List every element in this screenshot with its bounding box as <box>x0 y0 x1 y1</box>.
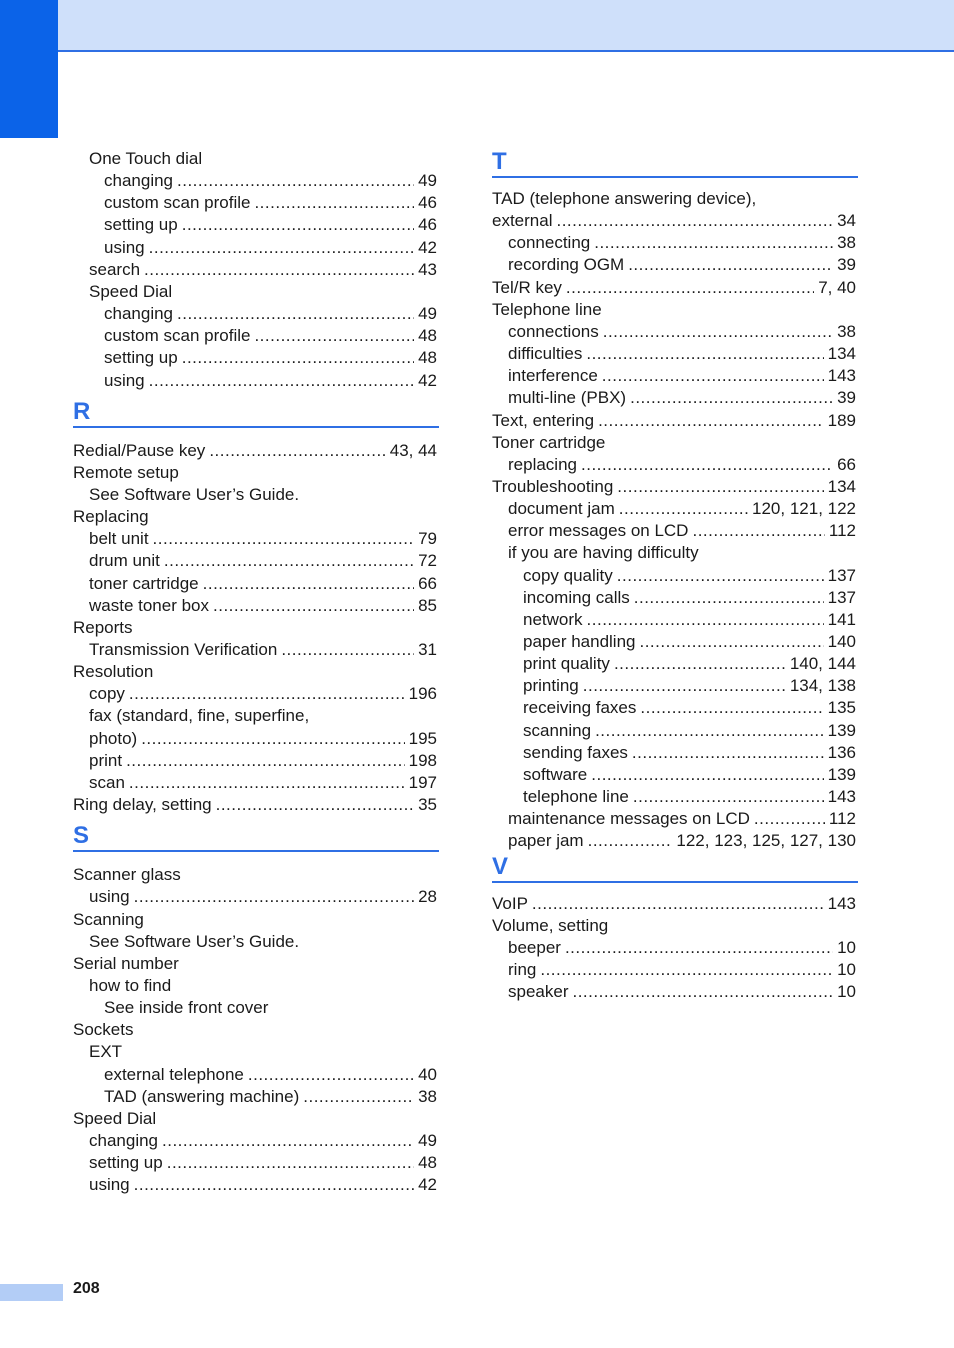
index-entry-page: 137 <box>827 565 856 585</box>
index-entry-page: 122, 123, 125, 127, 130 <box>676 831 856 851</box>
index-entry-label: One Touch dial <box>89 149 203 168</box>
index-entry <box>492 232 856 254</box>
index-entry <box>73 148 437 170</box>
index-entry-page: 48 <box>418 1153 437 1173</box>
index-entry-label: custom scan profile <box>104 193 251 213</box>
index-entry-page: 43, 44 <box>389 440 437 460</box>
dot-leader <box>134 1174 414 1196</box>
index-entry-label: scan <box>89 772 125 792</box>
index-entry <box>73 440 437 462</box>
index-entry-label: changing <box>104 304 174 324</box>
header-band <box>0 0 954 52</box>
index-entry-label: multi-line (PBX) <box>508 388 627 408</box>
index-entry <box>73 997 437 1019</box>
index-entry-page: 38 <box>837 233 856 253</box>
index-entry-label: connections <box>508 321 599 341</box>
index-entry <box>73 886 437 908</box>
index-entry <box>73 281 437 303</box>
index-entry-label: Telephone line <box>492 299 602 319</box>
index-entry-label: See Software User’s Guide. <box>89 484 300 504</box>
index-entry-label: interference <box>508 366 598 386</box>
index-entry <box>73 909 437 931</box>
index-entry <box>492 365 856 387</box>
chapter-tab <box>0 0 58 138</box>
index-entry <box>492 893 856 915</box>
dot-leader <box>153 528 415 550</box>
index-entry <box>492 959 856 981</box>
index-entry-page: 66 <box>837 454 856 474</box>
dot-leader <box>162 1130 414 1152</box>
index-entry <box>492 520 856 542</box>
index-entry <box>73 506 437 528</box>
index-entry-label: document jam <box>508 499 615 519</box>
dot-leader <box>303 1086 414 1108</box>
index-entry <box>492 808 856 830</box>
index-entry <box>73 617 437 639</box>
index-entry-label: toner cartridge <box>89 573 199 593</box>
section-letter: R <box>73 397 91 425</box>
index-entry-label: Replacing <box>73 507 149 527</box>
page-number: 208 <box>73 1280 100 1297</box>
dot-leader <box>149 237 414 259</box>
index-entry <box>492 254 856 276</box>
index-entry <box>492 387 856 409</box>
index-entry-label: Tel/R key <box>492 277 562 297</box>
index-entry-page: 134, 138 <box>789 676 856 696</box>
index-entry <box>73 1152 437 1174</box>
index-entry-label: difficulties <box>508 344 583 364</box>
index-entry <box>73 484 437 506</box>
index-entry-label: Remote setup <box>73 462 179 482</box>
index-entry-page: 72 <box>418 551 437 571</box>
index-entry-page: 195 <box>408 728 437 748</box>
index-entry-label: Scanning <box>73 909 144 929</box>
index-entry-label: belt unit <box>89 529 149 549</box>
index-entry-label: TAD (telephone answering device), <box>492 189 757 208</box>
index-entry <box>73 237 437 259</box>
index-entry-label: telephone line <box>523 787 629 807</box>
index-entry-label: recording OGM <box>508 255 625 275</box>
index-entry <box>492 343 856 365</box>
dot-leader <box>141 728 404 750</box>
index-entry <box>492 299 856 321</box>
index-entry-page: 196 <box>408 684 437 704</box>
dot-leader <box>633 786 824 808</box>
index-entry-page: 134 <box>827 344 856 364</box>
index-entry-label: external telephone <box>104 1064 244 1084</box>
index-entry-label: See Software User’s Guide. <box>89 931 300 951</box>
section-rule <box>73 850 439 852</box>
dot-leader <box>182 347 414 369</box>
index-entry-page: 10 <box>837 959 856 979</box>
dot-leader <box>692 520 824 542</box>
index-entry <box>492 786 856 808</box>
index-entry <box>492 432 856 454</box>
index-entry-page: 38 <box>837 321 856 341</box>
index-entry <box>73 705 437 727</box>
index-entry <box>73 683 437 705</box>
dot-leader <box>632 742 824 764</box>
index-entry-label: incoming calls <box>523 587 630 607</box>
index-entry <box>73 1064 437 1086</box>
index-entry-label: maintenance messages on LCD <box>508 809 750 829</box>
index-entry-page: 140 <box>827 632 856 651</box>
index-entry-label: drum unit <box>89 551 160 571</box>
dot-leader <box>540 959 833 981</box>
index-entry <box>73 728 437 750</box>
dot-leader <box>566 277 814 299</box>
index-entry-label: if you are having difficulty <box>508 543 699 563</box>
index-entry <box>73 1130 437 1152</box>
index-entry <box>73 462 437 484</box>
index-entry-label: photo) <box>89 728 138 748</box>
index-entry <box>492 653 856 675</box>
index-entry-label: Reports <box>73 617 133 637</box>
dot-leader <box>598 410 824 432</box>
index-entry-label: setting up <box>104 348 178 368</box>
dot-leader <box>254 192 414 214</box>
dot-leader <box>586 343 823 365</box>
index-entry-page: 42 <box>418 1175 437 1195</box>
dot-leader <box>129 683 405 705</box>
index-entry-label: Serial number <box>73 953 179 973</box>
index-entry <box>73 528 437 550</box>
index-entry-page: 85 <box>418 595 437 615</box>
dot-leader <box>581 454 833 476</box>
index-entry-page: 42 <box>418 370 437 390</box>
dot-leader <box>213 595 414 617</box>
index-entry-page: 42 <box>418 237 437 257</box>
index-entry <box>492 981 856 1003</box>
index-entry-label: printing <box>523 676 579 696</box>
dot-leader <box>617 476 823 498</box>
index-entry-page: 49 <box>418 1131 437 1150</box>
dot-leader <box>595 720 824 742</box>
index-entry-page: 46 <box>418 193 437 213</box>
index-entry-page: 43 <box>418 259 437 279</box>
index-entry-page: 39 <box>837 388 856 408</box>
dot-leader <box>149 370 414 392</box>
dot-leader <box>177 303 414 325</box>
index-entry-label: beeper <box>508 937 561 957</box>
dot-leader <box>134 886 414 908</box>
index-entry-page: 135 <box>827 698 856 718</box>
section-rule <box>492 881 858 883</box>
index-entry-label: using <box>89 887 130 907</box>
dot-leader <box>640 697 823 719</box>
index-entry-label: search <box>89 259 141 279</box>
dot-leader <box>203 573 414 595</box>
index-entry-page: 66 <box>418 573 437 593</box>
index-entry-page: 35 <box>418 795 437 815</box>
index-entry-label: using <box>104 237 145 257</box>
section-rule <box>492 176 858 178</box>
index-entry <box>492 321 856 343</box>
dot-leader <box>126 750 405 772</box>
index-entry-page: 7, 40 <box>818 277 856 297</box>
index-entry-label: print <box>89 750 123 770</box>
index-entry <box>492 476 856 498</box>
index-entry-label: EXT <box>89 1042 123 1062</box>
section-letter: S <box>73 822 90 850</box>
index-entry <box>73 1041 437 1063</box>
index-entry <box>73 170 437 192</box>
index-entry <box>73 214 437 236</box>
index-entry-label: speaker <box>508 982 569 1002</box>
dot-leader <box>619 498 748 520</box>
index-entry-page: 10 <box>837 937 856 957</box>
index-entry-label: Redial/Pause key <box>73 440 206 460</box>
index-entry-page: 40 <box>418 1064 437 1084</box>
index-entry-label: changing <box>104 171 174 191</box>
index-entry-label: fax (standard, fine, superfine, <box>89 706 310 726</box>
index-entry-label: receiving faxes <box>523 698 637 718</box>
index-entry-page: 137 <box>827 587 856 607</box>
dot-leader <box>164 550 414 572</box>
index-entry-label: copy <box>89 684 125 704</box>
index-entry-label: waste toner box <box>89 595 210 615</box>
index-entry <box>73 192 437 214</box>
dot-leader <box>614 653 786 675</box>
index-entry-label: setting up <box>104 215 178 235</box>
index-entry <box>492 410 856 432</box>
index-entry-label: paper jam <box>508 831 584 851</box>
index-entry-label: Speed Dial <box>73 1108 157 1128</box>
index-entry <box>73 931 437 953</box>
index-entry <box>73 370 437 392</box>
index-entry <box>492 565 856 587</box>
dot-leader <box>129 772 405 794</box>
index-entry-label: Volume, setting <box>492 915 609 935</box>
index-entry-page: 39 <box>837 255 856 275</box>
index-entry-page: 112 <box>828 809 856 829</box>
index-entry-page: 31 <box>418 640 437 659</box>
index-entry-page: 136 <box>827 742 856 762</box>
index-entry-page: 46 <box>418 215 437 235</box>
index-entry-label: Transmission Verification <box>89 640 278 659</box>
index-entry <box>492 542 856 564</box>
index-entry <box>73 953 437 975</box>
dot-leader <box>634 587 824 609</box>
index-entry-page: 120, 121, 122 <box>752 499 856 519</box>
index-entry <box>73 595 437 617</box>
index-entry-page: 189 <box>827 410 856 430</box>
index-entry-label: connecting <box>508 233 591 253</box>
dot-leader <box>144 259 414 281</box>
index-entry <box>73 750 437 772</box>
index-entry-page: 10 <box>837 982 856 1002</box>
index-entry-label: ring <box>508 959 537 979</box>
section-rule <box>73 426 439 428</box>
index-entry-page: 34 <box>837 211 856 231</box>
index-entry-page: 49 <box>418 304 437 324</box>
dot-leader <box>630 387 833 409</box>
index-entry <box>73 550 437 572</box>
dot-leader <box>754 808 825 830</box>
dot-leader <box>639 631 823 653</box>
index-entry <box>73 661 437 683</box>
dot-leader <box>177 170 414 192</box>
index-entry <box>492 764 856 786</box>
index-entry <box>492 587 856 609</box>
footer-bar <box>0 1284 63 1301</box>
index-entry <box>73 794 437 816</box>
section-letter: T <box>492 148 507 175</box>
index-entry-label: sending faxes <box>523 742 628 762</box>
dot-leader <box>254 325 414 347</box>
index-entry-label: copy quality <box>523 565 613 585</box>
dot-leader <box>594 232 833 254</box>
index-entry <box>492 675 856 697</box>
index-entry-label: setting up <box>89 1153 163 1173</box>
index-entry <box>492 742 856 764</box>
index-entry <box>492 720 856 742</box>
dot-leader <box>603 321 833 343</box>
dot-leader <box>565 937 833 959</box>
index-entry <box>73 259 437 281</box>
index-entry-label: print quality <box>523 654 610 674</box>
index-entry-page: 38 <box>418 1086 437 1106</box>
dot-leader <box>602 365 824 387</box>
index-entry-label: Speed Dial <box>89 281 173 301</box>
index-entry <box>73 573 437 595</box>
index-entry-page: 112 <box>828 521 856 541</box>
index-entry <box>73 864 437 886</box>
index-entry <box>73 303 437 325</box>
index-entry <box>492 210 856 232</box>
index-entry <box>492 937 856 959</box>
index-entry-label: scanning <box>523 720 592 740</box>
index-entry-page: 48 <box>418 326 437 346</box>
index-entry <box>492 498 856 520</box>
index-entry-label: using <box>89 1175 130 1195</box>
index-entry <box>492 277 856 299</box>
index-entry <box>492 697 856 719</box>
index-entry-page: 134 <box>827 476 856 496</box>
index-entry-page: 141 <box>827 609 856 629</box>
index-entry-page: 139 <box>827 720 856 740</box>
index-entry-label: Ring delay, setting <box>73 795 212 815</box>
index-entry <box>492 830 856 852</box>
index-entry-page: 139 <box>827 764 856 784</box>
index-entry-label: custom scan profile <box>104 326 251 346</box>
dot-leader <box>281 639 414 661</box>
index-entry-page: 143 <box>827 787 856 807</box>
section-letter: V <box>492 852 509 880</box>
index-entry <box>73 975 437 997</box>
index-entry <box>73 325 437 347</box>
index-entry-label: Toner cartridge <box>492 432 606 452</box>
index-entry <box>492 631 856 653</box>
index-entry-label: how to find <box>89 975 172 995</box>
index-entry <box>73 1174 437 1196</box>
index-entry <box>73 1019 437 1041</box>
index-entry-page: 49 <box>418 171 437 191</box>
index-entry-label: using <box>104 370 145 390</box>
index-entry-label: network <box>523 609 583 629</box>
dot-leader <box>209 440 385 462</box>
index-entry-page: 28 <box>418 887 437 907</box>
index-entry <box>492 188 856 210</box>
dot-leader <box>628 254 833 276</box>
index-entry-label: changing <box>89 1131 159 1150</box>
dot-leader <box>588 830 673 852</box>
dot-leader <box>556 210 833 232</box>
dot-leader <box>587 609 824 631</box>
index-entry <box>73 1108 437 1130</box>
index-entry <box>73 1086 437 1108</box>
index-entry <box>492 915 856 937</box>
index-entry-page: 79 <box>418 529 437 549</box>
dot-leader <box>216 794 414 816</box>
index-entry-label: Scanner glass <box>73 865 181 885</box>
index-entry-page: 197 <box>408 772 437 792</box>
index-entry-label: VoIP <box>492 893 528 913</box>
index-entry <box>73 639 437 661</box>
index-entry <box>492 454 856 476</box>
index-entry-label: See inside front cover <box>104 998 269 1018</box>
index-entry <box>73 772 437 794</box>
index-entry-label: Resolution <box>73 662 154 682</box>
dot-leader <box>617 565 824 587</box>
index-entry-page: 198 <box>408 750 437 770</box>
index-entry-page: 143 <box>827 366 856 386</box>
index-entry-label: paper handling <box>523 632 636 651</box>
index-entry-label: error messages on LCD <box>508 521 689 541</box>
dot-leader <box>182 214 414 236</box>
index-entry-label: software <box>523 764 588 784</box>
index-entry-label: replacing <box>508 454 577 474</box>
index-entry-page: 143 <box>827 893 856 913</box>
dot-leader <box>583 675 786 697</box>
dot-leader <box>591 764 823 786</box>
index-entry-label: external <box>492 211 553 231</box>
index-entry-label: TAD (answering machine) <box>104 1086 300 1106</box>
index-entry-label: Text, entering <box>492 410 595 430</box>
index-entry-page: 140, 144 <box>789 654 856 674</box>
index-entry <box>492 609 856 631</box>
dot-leader <box>532 893 824 915</box>
index-entry-label: Troubleshooting <box>492 476 614 496</box>
index-entry <box>73 347 437 369</box>
dot-leader <box>167 1152 414 1174</box>
dot-leader <box>572 981 833 1003</box>
index-entry-label: Sockets <box>73 1020 134 1040</box>
dot-leader <box>248 1064 414 1086</box>
index-entry-page: 48 <box>418 348 437 368</box>
